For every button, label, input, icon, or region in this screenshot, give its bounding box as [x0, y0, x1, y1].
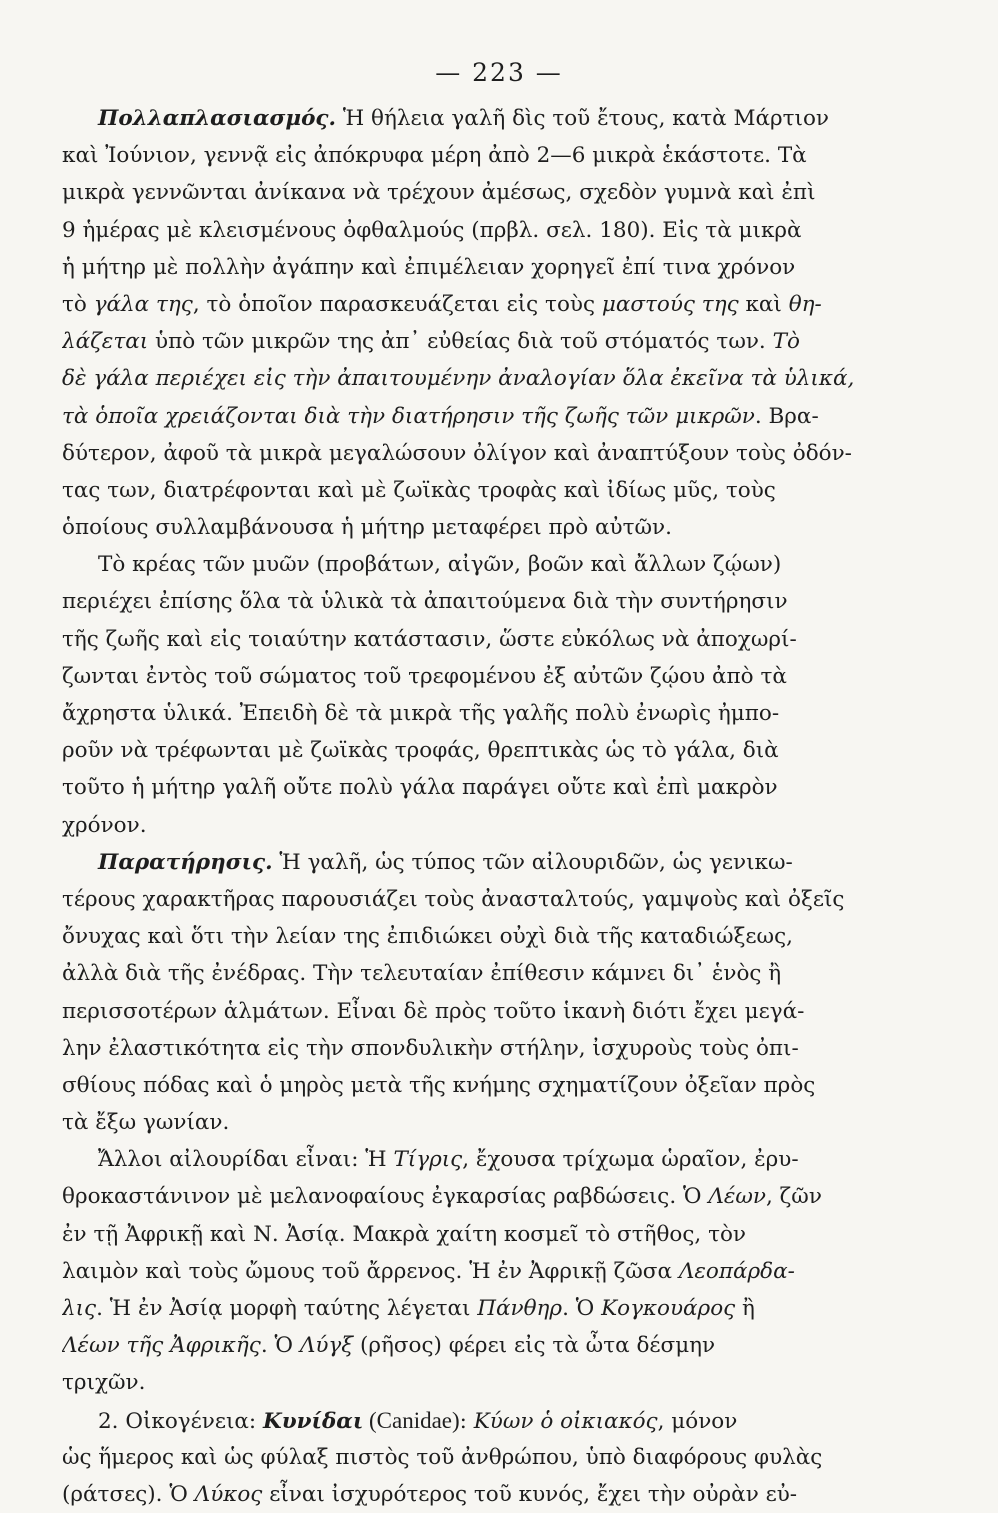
text-line: λις. Ἡ ἐν Ἀσίᾳ μορφὴ ταύτης λέγεται Πάνθηρ. Ὁ Κογκουάρος ἢ — [62, 1296, 755, 1321]
paragraph-other-felids — [62, 1141, 862, 1401]
text-line: μικρὰ γεννῶνται ἀνίκανα νὰ τρέχουν ἀμέσως, σχεδὸν γυμνὰ καὶ ἐπὶ — [62, 180, 816, 206]
text-line: ἐν τῇ Ἀφρικῇ καὶ Ν. Ἀσίᾳ. Μακρὰ χαίτη κοσμεῖ τὸ στῆθος, τὸν — [62, 1221, 746, 1247]
text-line: τὸ γάλα της, τὸ ὁποῖον παρασκευάζεται εἰς τοὺς μαστούς της καὶ θη- — [62, 291, 822, 317]
text-line: δὲ γάλα περιέχει εἰς τὴν ἀπαιτουμένην ἀναλογίαν ὅλα ἐκεῖνα τὰ ὑλικά, — [62, 366, 855, 392]
text-line: χρόνον. — [62, 812, 147, 838]
text-line: περιέχει ἐπίσης ὅλα τὰ ὑλικὰ τὰ ἀπαιτούμενα διὰ τὴν συντήρησιν — [62, 589, 788, 615]
text-line: δύτερον, ἀφοῦ τὰ μικρὰ μεγαλώσουν ὀλίγον καὶ ἀναπτύξουν τοὺς ὀδόν- — [62, 440, 852, 466]
page-number: — 223 — — [435, 58, 563, 87]
text-line: σθίους πόδας καὶ ὁ μηρὸς μετὰ τῆς κνήμης σχηματίζουν ὀξεῖαν πρὸς — [62, 1072, 816, 1098]
text-line: Πολλαπλασιασμός. Ἡ θήλεια γαλῆ δὶς τοῦ ἔτους, κατὰ Μάρτιον — [98, 106, 829, 131]
family-name: Κυνίδαι — [263, 1408, 364, 1434]
text-line: ροῦν νὰ τρέφωνται μὲ ζωϊκὰς τροφάς, θρεπτικὰς ὡς τὸ γάλα, διὰ — [62, 738, 779, 764]
text-line: Ἄλλοι αἰλουρίδαι εἶναι: Ἡ Τίγρις, ἔχουσα τρίχωμα ὡραῖον, ἐρυ- — [98, 1147, 799, 1173]
text-line: τὰ ἔξω γωνίαν. — [62, 1110, 230, 1136]
text-line: 9 ἡμέρας μὲ κλεισμένους ὀφθαλμούς (πρβλ. σελ. 180). Εἰς τὰ μικρὰ — [62, 217, 802, 243]
paragraph-canidae — [62, 1402, 862, 1513]
text-line: ὁποίους συλλαμβάνουσα ἡ μήτηρ μεταφέρει πρὸ αὐτῶν. — [62, 515, 672, 541]
text-line: τας των, διατρέφονται καὶ μὲ ζωϊκὰς τροφὰς καὶ ἰδίως μῦς, τοὺς — [62, 477, 776, 503]
text-line: ζωνται ἐντὸς τοῦ σώματος τοῦ τρεφομένου ἐξ αὐτῶν ζῴου ἀπὸ τὰ — [62, 663, 787, 689]
section-heading: Πολλαπλασιασμός. — [98, 106, 337, 131]
text-line: λην ἐλαστικότητα εἰς τὴν σπονδυλικὴν στήλην, ἰσχυροὺς τοὺς ὀπι- — [62, 1035, 799, 1061]
section-heading: Παρατήρησις. — [98, 849, 273, 875]
text-line: τοῦτο ἡ μήτηρ γαλῆ οὔτε πολὺ γάλα παράγει οὔτε καὶ ἐπὶ μακρὸν — [62, 775, 778, 801]
paragraph-observation — [62, 844, 862, 1142]
text-line: λάζεται ὑπὸ τῶν μικρῶν της ἀπ᾽ εὐθείας διὰ τοῦ στόματός των. Τὸ — [62, 329, 800, 355]
text-line: τὰ ὁποῖα χρειάζονται διὰ τὴν διατήρησιν τῆς ζωῆς τῶν μικρῶν. Βρα- — [62, 403, 819, 429]
text-line: λαιμὸν καὶ τοὺς ὤμους τοῦ ἄρρενος. Ἡ ἐν Ἀφρικῇ ζῶσα Λεοπάρδα- — [62, 1258, 795, 1284]
text-line: ἡ μήτηρ μὲ πολλὴν ἀγάπην καὶ ἐπιμέλειαν χορηγεῖ ἐπί τινα χρόνον — [62, 254, 796, 280]
text-line: Παρατήρησις. Ἡ γαλῆ, ὡς τύπος τῶν αἰλουριδῶν, ὡς γενικω- — [98, 849, 793, 875]
paragraph-reproduction — [62, 100, 862, 546]
text-line: ὡς ἥμερος καὶ ὡς φύλαξ πιστὸς τοῦ ἀνθρώπου, ὑπὸ διαφόρους φυλὰς — [62, 1444, 823, 1470]
paragraph-meat — [62, 546, 862, 844]
text-line: 2. Οἰκογένεια: Κυνίδαι (Canidae): Κύων ὁ οἰκιακός, μόνον — [98, 1407, 738, 1434]
text-line: τριχῶν. — [62, 1370, 146, 1396]
text-line: (ράτσες). Ὁ Λύκος εἶναι ἰσχυρότερος τοῦ κυνός, ἔχει τὴν οὐρὰν εὐ- — [62, 1481, 798, 1507]
text-line: ὄνυχας καὶ ὅτι τὴν λείαν της ἐπιδιώκει οὐχὶ διὰ τῆς καταδιώξεως, — [62, 924, 793, 950]
text-line: θροκαστάνινον μὲ μελανοφαίους ἐγκαρσίας ραβδώσεις. Ὁ Λέων, ζῶν — [62, 1184, 822, 1210]
text-line: καὶ Ἰούνιον, γεννᾷ εἰς ἀπόκρυφα μέρη ἀπὸ 2—6 μικρὰ ἑκάστοτε. Τὰ — [62, 143, 807, 169]
text-line: τέρους χαρακτῆρας παρουσιάζει τοὺς ἀνασταλτούς, γαμψοὺς καὶ ὀξεῖς — [62, 886, 845, 912]
page-body — [62, 100, 862, 1513]
text-line: περισσοτέρων ἁλμάτων. Εἶναι δὲ πρὸς τοῦτο ἱκανὴ διότι ἔχει μεγά- — [62, 998, 805, 1024]
text-line: ἀλλὰ διὰ τῆς ἐνέδρας. Τὴν τελευταίαν ἐπίθεσιν κάμνει δι᾽ ἑνὸς ἢ — [62, 961, 782, 987]
text-line: Τὸ κρέας τῶν μυῶν (προβάτων, αἰγῶν, βοῶν καὶ ἄλλων ζῴων) — [98, 552, 782, 578]
text-line: ἄχρηστα ὑλικά. Ἐπειδὴ δὲ τὰ μικρὰ τῆς γαλῆς πολὺ ἐνωρὶς ἠμπο- — [62, 701, 780, 726]
text-line: τῆς ζωῆς καὶ εἰς τοιαύτην κατάστασιν, ὥστε εὐκόλως νὰ ἀποχωρί- — [62, 626, 797, 652]
text-line: Λέων τῆς Ἀφρικῆς. Ὁ Λύγξ (ρῆσος) φέρει εἰς τὰ ὦτα δέσμην — [62, 1333, 716, 1359]
